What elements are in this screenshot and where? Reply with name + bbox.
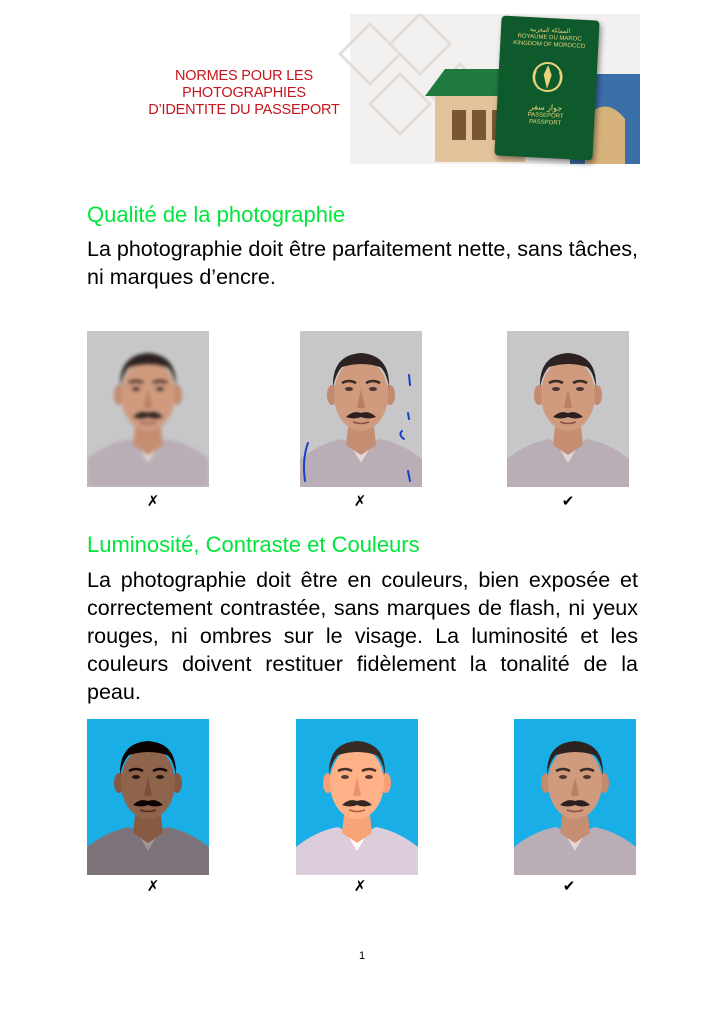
- header-banner: [100, 14, 640, 164]
- passport-word2: PASSPORT: [528, 119, 562, 127]
- banner-title-line2: D’IDENTITE DU PASSEPORT: [148, 102, 340, 118]
- reject-mark: ✗: [146, 878, 160, 895]
- section-quality-text: La photographie doit être parfaitement nette, sans tâches, ni marques d’encre.: [87, 237, 639, 289]
- accept-mark: ✔: [562, 878, 576, 895]
- section-luminosity-text: La photographie doit être en couleurs, bien exposée et correctement contrastée, sans marques de flash, ni yeux rouges, ni ombres sur le visage. La luminosité et les couleurs doivent restituer fidèlement la tonalité de la peau.: [87, 568, 638, 704]
- photo-too-dark: [87, 719, 209, 875]
- reject-mark: ✗: [353, 878, 367, 895]
- banner-title: [114, 68, 374, 119]
- photo-blurred: [87, 331, 209, 487]
- passport-word1: PASSEPORT: [527, 112, 564, 120]
- photo-correct-lighting: [514, 719, 636, 875]
- passport-line1: ROYAUME DU MAROC: [517, 33, 582, 43]
- photo-overexposed: [296, 719, 418, 875]
- photo-correct-quality: [507, 331, 629, 487]
- passport-image: [494, 16, 599, 161]
- passport-arabic-word: جواز سفر: [529, 102, 563, 113]
- accept-mark: ✔: [561, 493, 575, 510]
- reject-mark: ✗: [353, 493, 367, 510]
- passport-line2: KINGDOM OF MOROCCO: [512, 40, 586, 50]
- coat-of-arms-icon: [527, 56, 569, 98]
- page-number: 1: [358, 950, 366, 962]
- section-luminosity-heading: Luminosité, Contraste et Couleurs: [87, 532, 420, 557]
- passport-arabic-line: المملكة المغربية: [529, 27, 571, 36]
- reject-mark: ✗: [146, 493, 160, 510]
- photo-ink-marks: [300, 331, 422, 487]
- banner-title-line1: NORMES POUR LES PHOTOGRAPHIES: [175, 68, 313, 101]
- section-quality-heading: Qualité de la photographie: [87, 202, 346, 227]
